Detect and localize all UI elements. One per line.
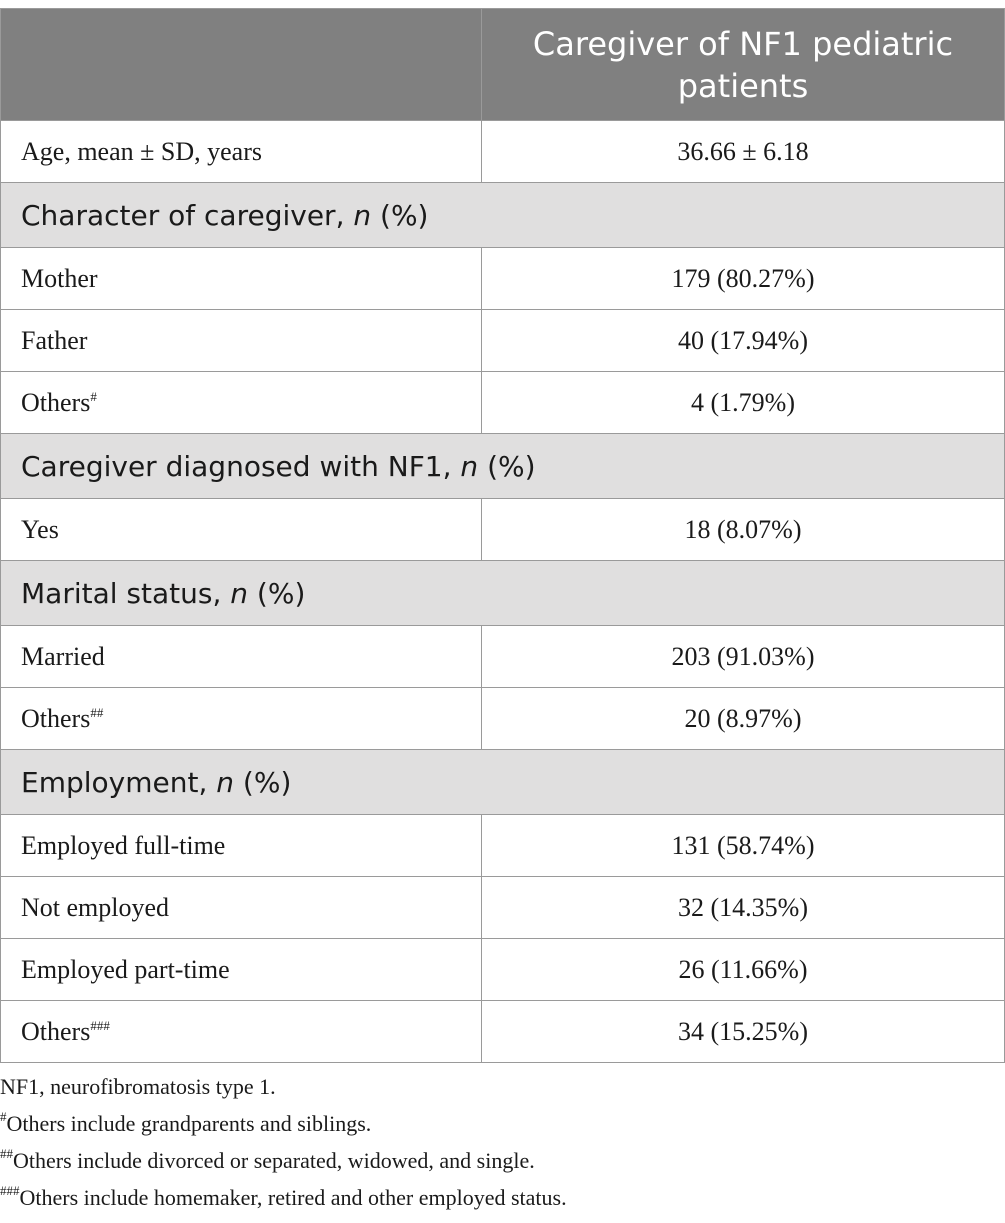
section-title xyxy=(1,183,1005,248)
table-row xyxy=(1,310,1005,372)
header-caregiver-column xyxy=(482,9,1005,121)
footnote-marker: ## xyxy=(0,1146,13,1161)
row-label-text: Others xyxy=(21,387,91,417)
table-row xyxy=(1,248,1005,310)
row-value: 18 (8.07%) xyxy=(482,499,1005,561)
footnote xyxy=(0,1105,1005,1142)
table-row xyxy=(1,688,1005,750)
row-label-text: Others xyxy=(21,1016,91,1046)
row-label-text: Yes xyxy=(21,514,59,544)
section-stat-symbol: n xyxy=(353,198,372,232)
row-label xyxy=(1,877,482,939)
table-footnotes xyxy=(0,1068,1005,1216)
section-header-row xyxy=(1,750,1005,815)
row-value: 4 (1.79%) xyxy=(482,372,1005,434)
row-label-text: Employed full-time xyxy=(21,830,226,860)
row-label xyxy=(1,626,482,688)
row-label xyxy=(1,499,482,561)
section-stat-suffix: (%) xyxy=(478,449,536,483)
section-stat-suffix: (%) xyxy=(234,765,292,799)
footnote-marker: ### xyxy=(0,1183,20,1198)
table-row xyxy=(1,1001,1005,1063)
row-label xyxy=(1,1001,482,1063)
footnote xyxy=(0,1179,1005,1216)
row-label xyxy=(1,372,482,434)
section-stat-suffix: (%) xyxy=(371,198,429,232)
row-value: 26 (11.66%) xyxy=(482,939,1005,1001)
row-label xyxy=(1,310,482,372)
row-label-text: Not employed xyxy=(21,892,170,922)
row-value: 179 (80.27%) xyxy=(482,248,1005,310)
table-row xyxy=(1,372,1005,434)
footnote-marker: ## xyxy=(90,704,104,720)
footnote-text: NF1, neurofibromatosis type 1. xyxy=(0,1074,276,1099)
table-header-row xyxy=(1,9,1005,121)
table-row-age xyxy=(1,121,1005,183)
row-value: 34 (15.25%) xyxy=(482,1001,1005,1063)
row-label-text: Mother xyxy=(21,263,98,293)
row-label-text: Employed part-time xyxy=(21,954,230,984)
row-label xyxy=(1,939,482,1001)
footnote-text: Others include divorced or separated, widowed, and single. xyxy=(13,1148,535,1173)
row-value: 131 (58.74%) xyxy=(482,815,1005,877)
table-row xyxy=(1,499,1005,561)
row-label-text: Others xyxy=(21,703,91,733)
table-row xyxy=(1,815,1005,877)
row-value: 32 (14.35%) xyxy=(482,877,1005,939)
age-value: 36.66 ± 6.18 xyxy=(482,121,1005,183)
section-header-row xyxy=(1,183,1005,248)
age-label: Age, mean ± SD, years xyxy=(1,121,482,183)
section-stat-symbol: n xyxy=(216,765,235,799)
row-label xyxy=(1,815,482,877)
section-title xyxy=(1,561,1005,626)
section-title xyxy=(1,434,1005,499)
footnote xyxy=(0,1068,1005,1105)
row-label-text: Married xyxy=(21,641,105,671)
section-header-row xyxy=(1,561,1005,626)
footnote-marker: # xyxy=(0,1109,7,1124)
row-value: 40 (17.94%) xyxy=(482,310,1005,372)
row-label xyxy=(1,248,482,310)
row-label-text: Father xyxy=(21,325,88,355)
section-stat-suffix: (%) xyxy=(248,576,306,610)
section-stat-symbol: n xyxy=(230,576,249,610)
section-title-text: Caregiver diagnosed with NF1, xyxy=(21,449,452,483)
footnote-marker: # xyxy=(90,388,97,404)
footnote xyxy=(0,1142,1005,1179)
table-row xyxy=(1,626,1005,688)
row-value: 20 (8.97%) xyxy=(482,688,1005,750)
row-label xyxy=(1,688,482,750)
table-row xyxy=(1,877,1005,939)
caregiver-characteristics-table xyxy=(0,8,1005,1063)
section-title-text: Employment, xyxy=(21,765,208,799)
table-row xyxy=(1,939,1005,1001)
section-header-row xyxy=(1,434,1005,499)
section-title-text: Character of caregiver, xyxy=(21,198,345,232)
header-caregiver-label: Caregiver of NF1 pediatric patients xyxy=(532,24,954,105)
section-title-text: Marital status, xyxy=(21,576,222,610)
footnote-text: Others include homemaker, retired and other employed status. xyxy=(19,1185,567,1210)
header-blank-cell xyxy=(1,9,482,121)
footnote-text: Others include grandparents and siblings. xyxy=(6,1111,372,1136)
footnote-marker: ### xyxy=(90,1017,110,1033)
section-stat-symbol: n xyxy=(460,449,479,483)
row-value: 203 (91.03%) xyxy=(482,626,1005,688)
section-title xyxy=(1,750,1005,815)
table-body xyxy=(1,121,1005,1063)
